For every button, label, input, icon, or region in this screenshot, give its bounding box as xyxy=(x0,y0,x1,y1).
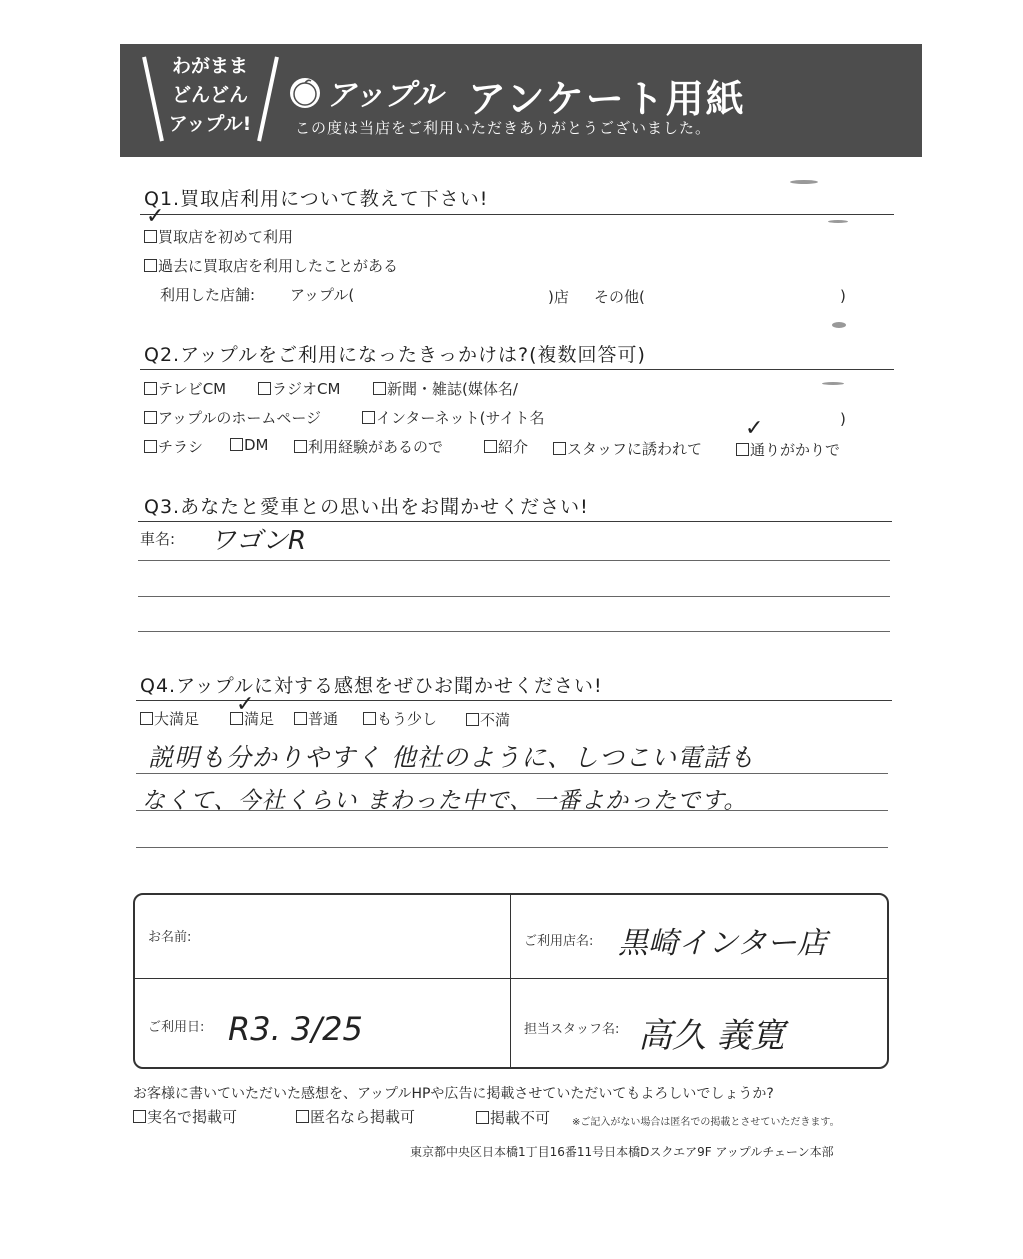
slogan-line: わがまま xyxy=(171,55,248,77)
apple-logo-icon xyxy=(290,78,320,108)
car-name-label: 車名: xyxy=(140,530,176,548)
q2-option[interactable] xyxy=(144,378,226,399)
checkbox[interactable] xyxy=(736,443,749,456)
option-label: チラシ xyxy=(158,438,204,456)
store-name-value[interactable]: 黒崎インター店 xyxy=(618,926,827,961)
q2-option[interactable] xyxy=(736,439,840,460)
scan-noise xyxy=(828,220,848,223)
q2-option[interactable] xyxy=(294,436,443,457)
option-label: 買取店を初めて利用 xyxy=(158,228,294,246)
option-label: スタッフに誘われて xyxy=(567,440,703,458)
q2-row2-close: ) xyxy=(840,410,846,428)
q2-option[interactable] xyxy=(373,378,518,399)
option-label: 掲載不可 xyxy=(490,1109,551,1127)
checkbox[interactable] xyxy=(230,438,243,451)
option-label: インターネット(サイト名 xyxy=(376,409,545,427)
store-apple-close: )店 xyxy=(548,288,569,306)
comment-line-2[interactable]: なくて、今社くらい まわった中で、一番よかったです。 xyxy=(142,788,748,814)
q2-option[interactable] xyxy=(362,407,544,428)
option-label: 紹介 xyxy=(498,438,529,456)
info-divider-horizontal xyxy=(133,978,887,979)
option-label: 新聞・雑誌(媒体名/ xyxy=(387,380,518,398)
visit-date-label: ご利用日: xyxy=(148,1020,205,1035)
checkbox[interactable] xyxy=(484,440,497,453)
logo-text: アップル xyxy=(326,78,443,113)
slogan-line: どんどん xyxy=(171,84,248,106)
scan-noise xyxy=(822,382,844,385)
checkbox[interactable] xyxy=(373,382,386,395)
store-apple-label: アップル( xyxy=(290,286,355,304)
q1-heading: Q1.買取店利用について教えて下さい! xyxy=(144,188,489,210)
scan-noise xyxy=(832,322,846,328)
q2-option[interactable] xyxy=(553,438,702,459)
consent-option[interactable] xyxy=(476,1107,550,1128)
q1-option[interactable] xyxy=(144,255,398,276)
q2-rule xyxy=(140,369,894,370)
store-other-label: その他( xyxy=(594,288,645,306)
checkbox[interactable] xyxy=(140,712,153,725)
checkbox[interactable] xyxy=(144,440,157,453)
name-label: お名前: xyxy=(148,930,192,945)
q4-heading: Q4.アップルに対する感想をぜひお聞かせください! xyxy=(140,675,603,697)
writing-line xyxy=(136,847,888,848)
staff-name-value[interactable]: 高久 義寛 xyxy=(638,1016,785,1056)
q1-option[interactable] xyxy=(144,226,293,247)
q2-option[interactable] xyxy=(484,436,528,457)
info-divider-vertical xyxy=(510,893,511,1067)
checkbox[interactable] xyxy=(363,712,376,725)
page-title: アンケート用紙 xyxy=(468,77,746,121)
store-label: 利用した店舗: xyxy=(160,286,256,304)
q2-option[interactable] xyxy=(144,436,203,457)
checkbox[interactable] xyxy=(144,411,157,424)
checkbox[interactable] xyxy=(476,1111,489,1124)
visit-date-value[interactable]: R3. 3/25 xyxy=(228,1010,363,1048)
option-label: アップルのホームページ xyxy=(158,409,322,427)
checkbox[interactable] xyxy=(258,382,271,395)
page-subtitle: この度は当店をご利用いただきありがとうございました。 xyxy=(295,119,712,137)
writing-line xyxy=(138,596,890,597)
q4-option[interactable] xyxy=(466,709,510,730)
option-label: 匿名なら掲載可 xyxy=(310,1108,416,1126)
writing-line xyxy=(138,631,890,632)
option-label: 通りがかりで xyxy=(750,441,841,459)
q1-rule xyxy=(140,214,894,215)
consent-note: ※ご記入がない場合は匿名での掲載とさせていただきます。 xyxy=(572,1117,840,1128)
option-label: 普通 xyxy=(308,710,339,728)
checkbox[interactable] xyxy=(294,440,307,453)
option-label: 満足 xyxy=(244,710,275,728)
checkbox[interactable] xyxy=(553,442,566,455)
handwritten-check-icon: ✓ xyxy=(745,416,764,441)
q2-option[interactable] xyxy=(230,436,269,454)
checkbox[interactable] xyxy=(144,230,157,243)
slogan xyxy=(150,52,270,147)
option-label: ラジオCM xyxy=(272,380,341,398)
checkbox[interactable] xyxy=(362,411,375,424)
consent-option[interactable] xyxy=(133,1106,237,1127)
q4-option[interactable] xyxy=(363,708,437,729)
writing-line xyxy=(136,773,888,774)
q2-heading: Q2.アップルをご利用になったきっかけは?(複数回答可) xyxy=(144,344,646,366)
option-label: 利用経験があるので xyxy=(308,438,444,456)
writing-line xyxy=(138,560,890,561)
checkbox[interactable] xyxy=(144,382,157,395)
consent-option[interactable] xyxy=(296,1106,415,1127)
checkbox[interactable] xyxy=(144,259,157,272)
writing-line xyxy=(136,810,888,811)
store-other-close: ) xyxy=(840,287,846,305)
option-label: DM xyxy=(244,436,269,454)
q3-heading: Q3.あなたと愛車との思い出をお聞かせください! xyxy=(144,496,589,518)
store-name-label: ご利用店名: xyxy=(524,934,594,949)
option-label: 不満 xyxy=(480,711,511,729)
consent-question: お客様に書いていただいた感想を、アップルHPや広告に掲載させていただいてもよろしいでしょうか? xyxy=(133,1086,774,1102)
q4-option[interactable] xyxy=(294,708,338,729)
option-label: もう少し xyxy=(377,710,438,728)
handwritten-check-icon: ✓ xyxy=(146,204,165,229)
car-name-value[interactable]: ワゴンR xyxy=(210,526,307,556)
handwritten-check-icon: ✓ xyxy=(236,692,255,717)
option-label: 過去に買取店を利用したことがある xyxy=(158,257,399,275)
checkbox[interactable] xyxy=(466,713,479,726)
scan-noise xyxy=(790,180,818,184)
slogan-line: アップル! xyxy=(168,113,252,135)
option-label: テレビCM xyxy=(158,380,227,398)
q4-option[interactable] xyxy=(140,708,199,729)
option-label: 大満足 xyxy=(154,710,200,728)
q2-option[interactable] xyxy=(144,407,321,428)
q2-option[interactable] xyxy=(258,378,340,399)
option-label: 実名で掲載可 xyxy=(147,1108,238,1126)
footer-address: 東京都中央区日本橋1丁目16番11号日本橋Dスクエア9F アップルチェーン本部 xyxy=(410,1145,834,1159)
checkbox[interactable] xyxy=(133,1110,146,1123)
checkbox[interactable] xyxy=(296,1110,309,1123)
comment-line-1[interactable]: 説明も分かりやすく 他社のように、しつこい電話も xyxy=(148,743,755,772)
checkbox[interactable] xyxy=(294,712,307,725)
staff-name-label: 担当スタッフ名: xyxy=(524,1022,620,1037)
